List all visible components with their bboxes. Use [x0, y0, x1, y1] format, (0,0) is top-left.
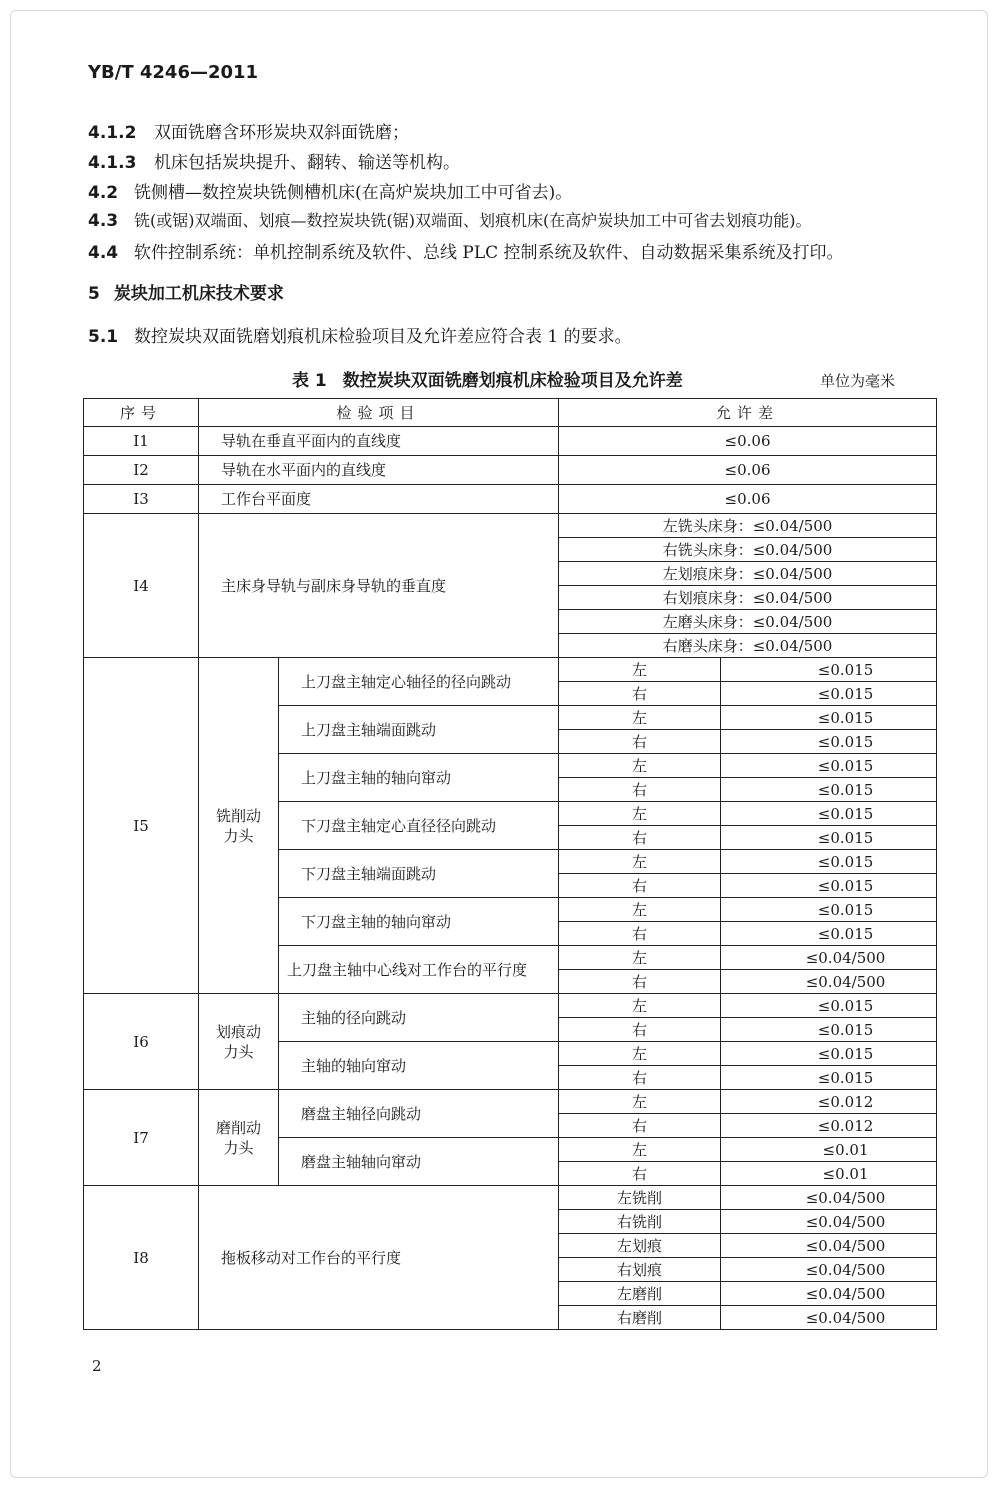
clause-number: 4.2 [88, 183, 119, 203]
tolerance-cell: ≤0.04/500 [721, 970, 937, 994]
tolerance-cell: ≤0.012 [721, 1114, 937, 1138]
item-cell: 导轨在水平面内的直线度 [199, 456, 559, 485]
side-cell: 左 [559, 1042, 721, 1066]
tolerance-cell: ≤0.015 [721, 802, 937, 826]
tolerance-cell: ≤0.015 [721, 1066, 937, 1090]
side-cell: 左 [559, 898, 721, 922]
clause-4-4 [88, 238, 844, 263]
side-cell: 右 [559, 730, 721, 754]
table-caption [292, 366, 699, 391]
tolerance-cell: ≤0.012 [721, 1090, 937, 1114]
table-row [84, 427, 937, 456]
section-5-title [88, 279, 298, 304]
clause-number: 4.3 [88, 211, 119, 231]
side-cell: 右 [559, 1018, 721, 1042]
header-item: 检验项目 [199, 399, 559, 427]
side-cell: 右 [559, 874, 721, 898]
tolerance-cell: ≤0.015 [721, 1018, 937, 1042]
sub-label-cell: 右划痕 [559, 1258, 721, 1282]
item-cell: 工作台平面度 [199, 485, 559, 514]
item-cell: 主轴的径向跳动 [279, 994, 559, 1042]
tolerance-cell: ≤0.015 [721, 778, 937, 802]
group-cell: 磨削动力头 [199, 1090, 279, 1186]
clause-number: 4.1.3 [88, 153, 137, 173]
sub-label-cell: 左划痕 [559, 1234, 721, 1258]
tolerance-cell: 左划痕床身：≤0.04/500 [559, 562, 937, 586]
side-cell: 右 [559, 682, 721, 706]
seq-cell: I1 [84, 427, 199, 456]
tolerance-cell: ≤0.015 [721, 658, 937, 682]
side-cell: 右 [559, 970, 721, 994]
clause-number: 5.1 [88, 327, 119, 347]
item-cell: 磨盘主轴轴向窜动 [279, 1138, 559, 1186]
side-cell: 右 [559, 1114, 721, 1138]
table-row [84, 994, 937, 1018]
clause-4-1-3 [88, 148, 460, 173]
table-row [84, 514, 937, 538]
seq-cell: I2 [84, 456, 199, 485]
tolerance-cell: ≤0.015 [721, 826, 937, 850]
clause-text: 铣侧槽—数控炭块铣侧槽机床(在高炉炭块加工中可省去)。 [134, 183, 573, 203]
side-cell: 左 [559, 850, 721, 874]
side-cell: 右 [559, 826, 721, 850]
item-cell: 下刀盘主轴定心直径径向跳动 [279, 802, 559, 850]
side-cell: 左 [559, 658, 721, 682]
tolerance-cell: ≤0.04/500 [721, 1306, 937, 1330]
clause-5-1 [88, 322, 632, 347]
clause-text: 铣(或锯)双端面、划痕—数控炭块铣(锯)双端面、划痕机床(在高炉炭块加工中可省去划痕功能)。 [134, 211, 812, 230]
side-cell: 左 [559, 706, 721, 730]
table-row [84, 1186, 937, 1210]
standard-code: YB/T 4246—2011 [88, 62, 259, 83]
item-cell: 导轨在垂直平面内的直线度 [199, 427, 559, 456]
sub-label-cell: 右铣削 [559, 1210, 721, 1234]
clause-text: 机床包括炭块提升、翻转、输送等机构。 [154, 153, 460, 173]
item-cell: 上刀盘主轴定心轴径的径向跳动 [279, 658, 559, 706]
tolerance-cell: ≤0.04/500 [721, 1282, 937, 1306]
item-cell: 拖板移动对工作台的平行度 [199, 1186, 559, 1330]
tolerance-cell: ≤0.04/500 [721, 1234, 937, 1258]
item-cell: 磨盘主轴径向跳动 [279, 1090, 559, 1138]
sub-label-cell: 右磨削 [559, 1306, 721, 1330]
tolerance-cell: 右划痕床身：≤0.04/500 [559, 586, 937, 610]
side-cell: 右 [559, 922, 721, 946]
side-cell: 左 [559, 994, 721, 1018]
tolerance-cell: ≤0.015 [721, 706, 937, 730]
clause-number: 4.4 [88, 243, 119, 263]
section-number: 5 [88, 284, 100, 304]
tolerance-cell: ≤0.015 [721, 754, 937, 778]
tolerance-cell: ≤0.06 [559, 427, 937, 456]
sub-label-cell: 左磨削 [559, 1282, 721, 1306]
tolerance-cell: ≤0.015 [721, 898, 937, 922]
seq-cell: I6 [84, 994, 199, 1090]
tolerance-cell: ≤0.01 [721, 1162, 937, 1186]
header-tolerance: 允许差 [559, 399, 937, 427]
item-cell: 主床身导轨与副床身导轨的垂直度 [199, 514, 559, 658]
side-cell: 左 [559, 1138, 721, 1162]
item-cell: 上刀盘主轴的轴向窜动 [279, 754, 559, 802]
tolerance-cell: 右铣头床身：≤0.04/500 [559, 538, 937, 562]
header-seq: 序号 [84, 399, 199, 427]
tolerance-cell: ≤0.015 [721, 922, 937, 946]
clause-text: 双面铣磨含环形炭块双斜面铣磨； [154, 123, 409, 143]
tolerance-cell: ≤0.015 [721, 994, 937, 1018]
unit-note: 单位为毫米 [820, 372, 896, 390]
table-header-row [84, 399, 937, 427]
inspection-table [83, 398, 937, 1330]
seq-cell: I8 [84, 1186, 199, 1330]
side-cell: 左 [559, 1090, 721, 1114]
seq-cell: I5 [84, 658, 199, 994]
tolerance-cell: ≤0.015 [721, 1042, 937, 1066]
side-cell: 左 [559, 754, 721, 778]
tolerance-cell: ≤0.015 [721, 730, 937, 754]
tolerance-cell: 右磨头床身：≤0.04/500 [559, 634, 937, 658]
item-cell: 上刀盘主轴中心线对工作台的平行度 [279, 946, 559, 994]
seq-cell: I7 [84, 1090, 199, 1186]
tolerance-cell: 左铣头床身：≤0.04/500 [559, 514, 937, 538]
tolerance-cell: ≤0.06 [559, 485, 937, 514]
tolerance-cell: ≤0.06 [559, 456, 937, 485]
tolerance-cell: 左磨头床身：≤0.04/500 [559, 610, 937, 634]
group-cell: 铣削动力头 [199, 658, 279, 994]
side-cell: 右 [559, 778, 721, 802]
table-caption-number: 表 1 [292, 371, 327, 391]
tolerance-cell: ≤0.015 [721, 682, 937, 706]
table-caption-title: 数控炭块双面铣磨划痕机床检验项目及允许差 [342, 371, 683, 391]
seq-cell: I3 [84, 485, 199, 514]
table-row [84, 456, 937, 485]
clause-4-2 [88, 178, 572, 203]
table-row [84, 658, 937, 682]
table-row [84, 1090, 937, 1114]
sub-label-cell: 左铣削 [559, 1186, 721, 1210]
seq-cell: I4 [84, 514, 199, 658]
tolerance-cell: ≤0.015 [721, 874, 937, 898]
tolerance-cell: ≤0.04/500 [721, 1258, 937, 1282]
clause-4-3 [88, 208, 811, 231]
item-cell: 主轴的轴向窜动 [279, 1042, 559, 1090]
clause-text: 数控炭块双面铣磨划痕机床检验项目及允许差应符合表 1 的要求。 [134, 327, 632, 347]
clause-4-1-2 [88, 118, 409, 143]
side-cell: 右 [559, 1066, 721, 1090]
tolerance-cell: ≤0.04/500 [721, 1210, 937, 1234]
side-cell: 右 [559, 1162, 721, 1186]
item-cell: 下刀盘主轴的轴向窜动 [279, 898, 559, 946]
clause-number: 4.1.2 [88, 123, 137, 143]
side-cell: 左 [559, 946, 721, 970]
item-cell: 上刀盘主轴端面跳动 [279, 706, 559, 754]
tolerance-cell: ≤0.015 [721, 850, 937, 874]
side-cell: 左 [559, 802, 721, 826]
tolerance-cell: ≤0.04/500 [721, 946, 937, 970]
tolerance-cell: ≤0.01 [721, 1138, 937, 1162]
section-title-text: 炭块加工机床技术要求 [113, 284, 284, 304]
table-row [84, 485, 937, 514]
group-cell: 划痕动力头 [199, 994, 279, 1090]
item-cell: 下刀盘主轴端面跳动 [279, 850, 559, 898]
clause-text: 软件控制系统：单机控制系统及软件、总线 PLC 控制系统及软件、自动数据采集系统及打印。 [134, 243, 844, 263]
page-number: 2 [92, 1357, 102, 1375]
tolerance-cell: ≤0.04/500 [721, 1186, 937, 1210]
